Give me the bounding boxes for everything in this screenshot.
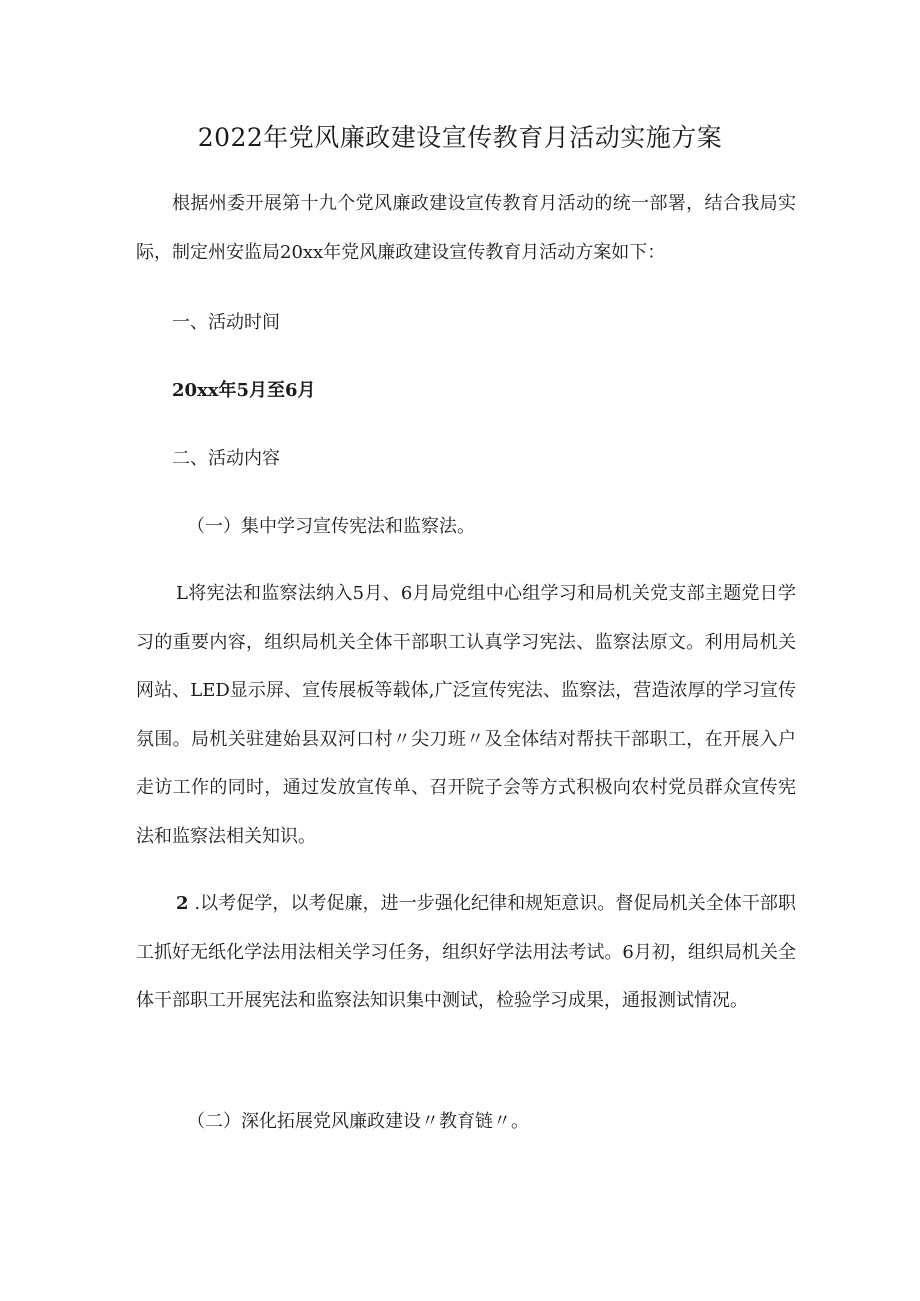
item2-paragraph [136,880,796,1026]
item1-paragraph: L将宪法和监察法纳入5月、6月局党组中心组学习和局机关党支部主题党日学习的重要内容，组织局机关全体干部职工认真学习宪法、监察法原文。利用局机关网站、LED显示屏、宣传展板等载体,广泛宣传宪法、监察法，营造浓厚的学习宣传氛围。局机关驻建始县双河口村〃尖刀班〃及全体结对帮扶干部职工，在开展入户走访工作的同时，通过发放宣传单、召开院子会等方式积极向农村党员群众宣传宪法和监察法相关知识。 [136,583,796,847]
document-title: 2022年党风廉政建设宣传教育月活动实施方案 [197,123,723,152]
section1-heading: 一、活动时间 [172,312,280,333]
subsection2-heading: （二）深化拓展党风廉政建设〃教育链〃。 [187,1111,529,1132]
intro-paragraph: 根据州委开展第十九个党风廉政建设宣传教育月活动的统一部署，结合我局实际，制定州安监局20xx年党风廉政建设宣传教育月活动方案如下： [136,193,796,263]
section2-heading: 二、活动内容 [172,448,280,469]
item2-marker: 2 [176,893,189,914]
activity-time: 20xx年5月至6月 [172,380,316,401]
item2-text: .以考促学，以考促廉，进一步强化纪律和规矩意识。督促局机关全体干部职工抓好无纸化学法用法相关学习任务，组织好学法用法考试。6月初，组织局机关全体干部职工开展宪法和监察法知识集中测试，检验学习成果，通报测试情况。 [136,893,796,1011]
subsection1-heading: （一）集中学习宣传宪法和监察法。 [187,516,475,537]
